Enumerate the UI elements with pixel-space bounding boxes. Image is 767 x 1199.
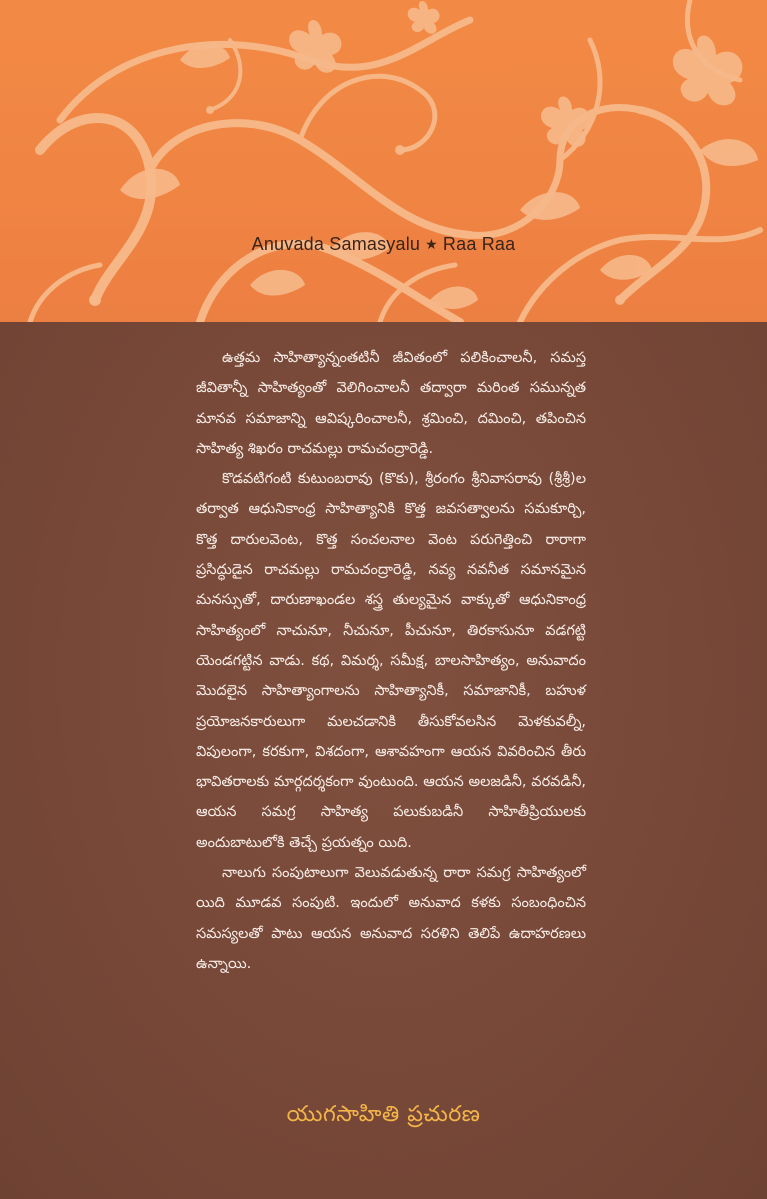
- blurb-paragraph-2: కొడవటిగంటి కుటుంబరావు (కొకు), శ్రీరంగం శ్రీనివాసరావు (శ్రీశ్రీ)ల తర్వాత ఆధునికాంధ్ర సాహిత్యానికి కొత్త జవసత్వాలను సమకూర్చి, కొత్త దారులవెంట, కొత్త సంచలనాల వెంట పరుగెత్తించి రారాగా ప్రసిద్ధుడైన రాచమల్లు రామచంద్రారెడ్డి, నవ్య నవనీత సమానమైన మనస్సుతో, దారుణాఖండల శస్త్ర తుల్యమైన వాక్కుతో ఆధునికాంధ్ర సాహిత్యంలో నాచునూ, నీచునూ, పీచునూ, తిరకాసునూ వడగట్టి యెండగట్టిన వాడు. కథ, విమర్శ, సమీక్ష, బాలసాహిత్యం, అనువాదం మొదలైన సాహిత్యాంగాలను సాహిత్యానికీ, సమాజానికీ, బహుళ ప్రయోజనకారులుగా మలచడానికి తీసుకోవలసిన మెళకువల్నీ, విపులంగా, కరకుగా, విశదంగా, ఆశావహంగా ఆయన వివరించిన తీరు భావితరాలకు మార్గదర్శకంగా వుంటుంది. ఆయన అలజడినీ, వరవడినీ, ఆయన సమగ్ర సాహిత్య పలుకుబడినీ సాహితీప్రియులకు అందుబాటులోకి తెచ్చే ప్రయత్నం యిది.: [196, 471, 586, 851]
- cover-top-panel: [0, 0, 767, 322]
- book-title-english: Anuvada Samasyalu: [251, 234, 421, 254]
- author-name-english: Raa Raa: [442, 234, 516, 254]
- blurb-paragraph-3: నాలుగు సంపుటాలుగా వెలువడుతున్న రారా సమగ్ర సాహిత్యంలో యిది మూడవ సంపుటి. ఇందులో అనువాద కళకు సంబంధించిన సమస్యలతో పాటు ఆయన అనువాద సరళిని తెలిపే ఉదాహరణలు ఉన్నాయి.: [196, 865, 586, 972]
- publisher-name: యుగసాహితి ప్రచురణ: [286, 1102, 481, 1127]
- star-separator-icon: ★: [425, 236, 438, 252]
- blurb-paragraph-1: ఉత్తమ సాహిత్యాన్నంతటినీ జీవితంలో పలికించాలనీ, సమస్త జీవితాన్నీ సాహిత్యంతో వెలిగించాలనీ తద్వారా మరింత సమున్నత మానవ సమాజాన్ని ఆవిష్కరించాలనీ, శ్రమించి, దమించి, తపించిన సాహిత్య శిఖరం రాచమల్లు రామచంద్రారెడ్డి.: [196, 350, 586, 457]
- cover-subtitle: [0, 234, 767, 255]
- floral-ornament-illustration: [0, 0, 767, 322]
- blurb-text: [196, 343, 586, 979]
